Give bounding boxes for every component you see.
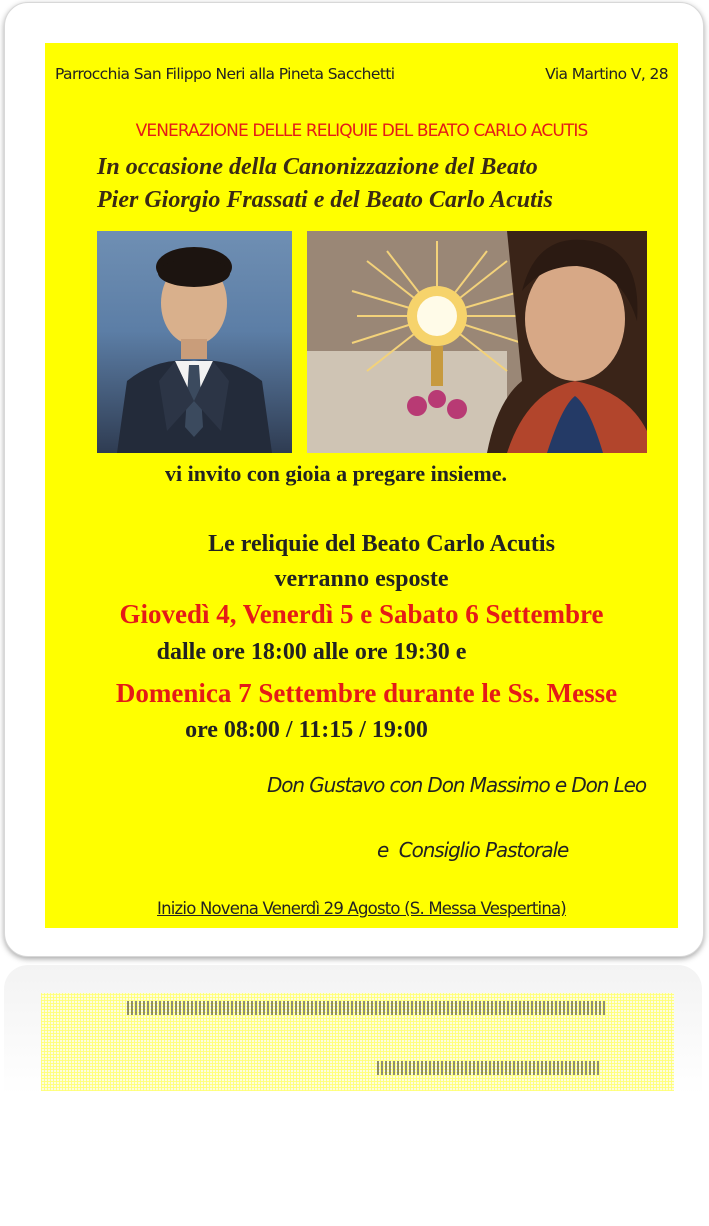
frassati-portrait-art xyxy=(97,231,292,453)
occasion-line-1: In occasione della Canonizzazione del Beato xyxy=(97,154,538,180)
pastoral-council-signature: e Consiglio Pastorale xyxy=(377,838,569,862)
novena-notice: Inizio Novena Venerdì 29 Agosto (S. Messa Vespertina) xyxy=(157,899,566,918)
hours-weekdays: dalle ore 18:00 alle ore 19:30 e xyxy=(156,639,467,665)
reflection-poster xyxy=(41,993,674,1091)
poster xyxy=(45,43,678,928)
dates-sunday: Domenica 7 Settembre durante le Ss. Messe xyxy=(115,678,618,708)
invite-text: vi invito con gioia a pregare insieme. xyxy=(165,461,507,486)
reflection-text-line xyxy=(127,1001,605,1015)
relics-line-1: Le reliquie del Beato Carlo Acutis xyxy=(208,531,555,557)
frassati-portrait xyxy=(97,231,292,453)
priests-signature: Don Gustavo con Don Massimo e Don Leo xyxy=(266,773,646,797)
relics-line-2: verranno esposte xyxy=(274,566,449,592)
reflection-text-line xyxy=(377,1061,599,1075)
card-reflection xyxy=(4,965,702,1095)
occasion-text xyxy=(97,151,668,217)
occasion-line-2: Pier Giorgio Frassati e del Beato Carlo Acutis xyxy=(97,187,553,213)
parish-address: Via Martino V, 28 xyxy=(545,65,668,83)
parish-name: Parrocchia San Filippo Neri alla Pineta Sacchetti xyxy=(55,65,395,83)
veneration-title: VENERAZIONE DELLE RELIQUIE DEL BEATO CARLO ACUTIS xyxy=(135,121,588,141)
acutis-monstrance-photo xyxy=(307,231,647,453)
dates-weekdays: Giovedì 4, Venerdì 5 e Sabato 6 Settembre xyxy=(119,599,604,629)
acutis-photo-art xyxy=(307,231,647,453)
poster-card xyxy=(4,2,704,957)
hours-sunday: ore 08:00 / 11:15 / 19:00 xyxy=(185,717,428,743)
